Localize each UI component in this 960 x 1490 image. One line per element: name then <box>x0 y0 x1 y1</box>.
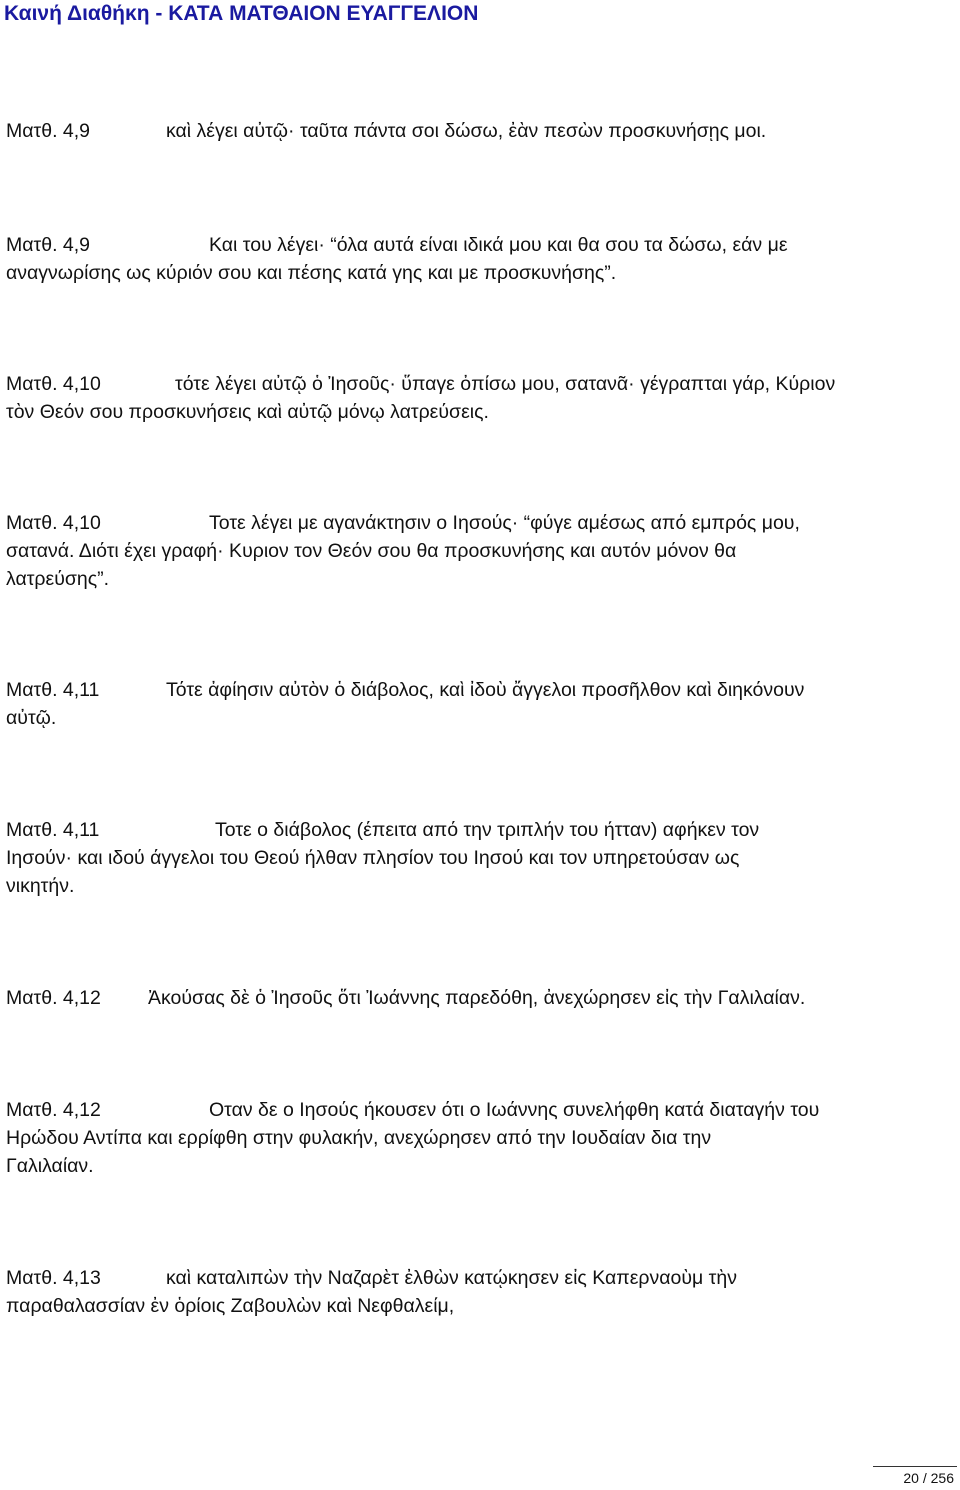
verse-reference: Ματθ. 4,13 <box>6 1267 101 1289</box>
verse-reference: Ματθ. 4,9 <box>6 120 91 142</box>
verse-line: λατρεύσης”. <box>6 568 110 590</box>
verse-text: Ἀκούσας δὲ ὁ Ἰησοῦς ὅτι Ἰωάννης παρεδόθη, ἀνεχώρησεν εἰς τὴν Γαλιλαίαν. <box>148 987 806 1009</box>
verse-text: Τότε ἀφίησιν αὐτὸν ὁ διάβολος, καὶ ἰδοὺ ἄγγελοι προσῆλθον καὶ διηκόνουν <box>166 679 805 701</box>
verse-block <box>6 117 952 145</box>
verse-reference: Ματθ. 4,12 <box>6 987 101 1009</box>
verse-line: Ιησούν· και ιδού άγγελοι του Θεού ήλθαν πλησίον του Ιησού και τον υπηρετούσαν ως <box>6 847 740 869</box>
verse-line: αναγνωρίσης ως κύριόν σου και πέσης κατά γης και με προσκυνήσης”. <box>6 262 617 284</box>
verse-reference: Ματθ. 4,11 <box>6 679 100 701</box>
verse-line: παραθαλασσίαν ἐν ὁρίοις Ζαβουλὼν καὶ Νεφθαλείμ, <box>6 1295 455 1317</box>
verse-block <box>6 676 952 732</box>
verse-reference: Ματθ. 4,10 <box>6 373 101 395</box>
verse-text: Τοτε ο διάβολος (έπειτα από την τριπλήν του ήτταν) αφήκεν τον <box>215 819 760 841</box>
verse-line <box>6 676 952 704</box>
verse-reference: Ματθ. 4,12 <box>6 1099 101 1121</box>
footer-divider <box>873 1466 957 1467</box>
verse-line: νικητήν. <box>6 875 75 897</box>
verse-block <box>6 509 952 593</box>
verse-line <box>6 1264 952 1292</box>
verse-line <box>6 1096 952 1124</box>
verse-block <box>6 370 952 426</box>
verse-text: καὶ λέγει αὐτῷ· ταῦτα πάντα σοι δώσω, ἐὰν πεσὼν προσκυνήσῃς μοι. <box>166 120 767 142</box>
verse-line <box>6 816 952 844</box>
verse-block <box>6 816 952 900</box>
verse-block <box>6 231 952 287</box>
verse-block <box>6 1264 952 1320</box>
verse-line: σατανά. Διότι έχει γραφή· Κυριον τον Θεόν σου θα προσκυνήσης και αυτόν μόνον θα <box>6 540 737 562</box>
verse-block <box>6 1096 952 1180</box>
verse-text: Και του λέγει· “όλα αυτά είναι ιδικά μου και θα σου τα δώσω, εάν με <box>209 234 788 256</box>
verse-reference: Ματθ. 4,11 <box>6 819 100 841</box>
verse-line: Ηρώδου Αντίπα και ερρίφθη στην φυλακήν, ανεχώρησεν από την Ιουδαίαν δια την <box>6 1127 712 1149</box>
verse-text: Τοτε λέγει με αγανάκτησιν ο Ιησούς· “φύγε αμέσως από εμπρός μου, <box>209 512 800 534</box>
verse-line: αὐτῷ. <box>6 707 57 729</box>
verse-line <box>6 984 952 1012</box>
page-number: 20 / 256 <box>903 1470 954 1486</box>
verse-line: τὸν Θεόν σου προσκυνήσεις καὶ αὐτῷ μόνῳ λατρεύσεις. <box>6 401 489 423</box>
verse-block <box>6 984 952 1012</box>
verse-line <box>6 231 952 259</box>
verse-line <box>6 117 952 145</box>
verse-reference: Ματθ. 4,10 <box>6 512 101 534</box>
verse-line <box>6 370 952 398</box>
verse-text: Οταν δε ο Ιησούς ήκουσεν ότι ο Ιωάννης συνελήφθη κατά διαταγήν του <box>209 1099 820 1121</box>
verse-text: τότε λέγει αὐτῷ ὁ Ἰησοῦς· ὕπαγε ὀπίσω μου, σατανᾶ· γέγραπται γάρ, Κύριον <box>175 373 836 395</box>
document-header-title: Καινή Διαθήκη - ΚΑΤΑ ΜΑΤΘΑΙΟΝ ΕΥΑΓΓΕΛΙΟΝ <box>4 2 479 25</box>
verse-line <box>6 509 952 537</box>
verse-line: Γαλιλαίαν. <box>6 1155 94 1177</box>
verse-text: καὶ καταλιπὼν τὴν Ναζαρὲτ ἐλθὼν κατῴκησεν εἰς Καπερναοὺμ τὴν <box>166 1267 737 1289</box>
verse-reference: Ματθ. 4,9 <box>6 234 91 256</box>
